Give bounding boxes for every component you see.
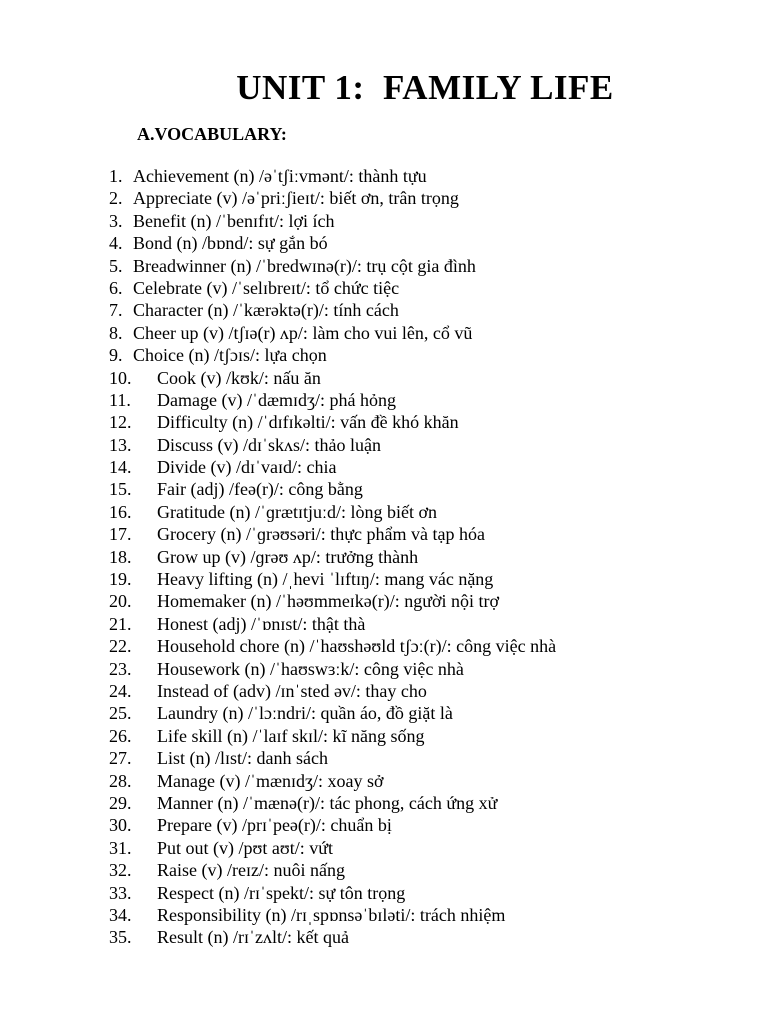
list-item-number: 19.	[109, 569, 132, 590]
list-item-number: 12.	[109, 412, 132, 433]
list-item-number: 26.	[109, 725, 132, 746]
list-item-text: Cook (v) /kʊk/: nấu ăn	[157, 367, 321, 388]
list-item-text: Housework (n) /ˈhaʊswɜːk/: công việc nhà	[157, 658, 464, 679]
list-item	[0, 904, 768, 926]
list-item-number: 7.	[109, 300, 123, 321]
list-item-text: Gratitude (n) /ˈɡrætɪtjuːd/: lòng biết ơn	[157, 501, 437, 522]
list-item-text: Divide (v) /dɪˈvaɪd/: chia	[157, 457, 337, 478]
list-item	[0, 882, 768, 904]
list-item	[0, 344, 768, 366]
list-item	[0, 478, 768, 500]
list-item-number: 20.	[109, 591, 132, 612]
list-item-number: 31.	[109, 837, 132, 858]
list-item-number: 24.	[109, 680, 132, 701]
list-item-text: Damage (v) /ˈdæmɪdʒ/: phá hỏng	[157, 389, 396, 410]
list-item	[0, 411, 768, 433]
list-item-text: Manage (v) /ˈmænɪdʒ/: xoay sở	[157, 770, 384, 791]
list-item-text: Cheer up (v) /tʃɪə(r) ʌp/: làm cho vui lên, cổ vũ	[133, 322, 473, 343]
list-item-text: Instead of (adv) /ɪnˈsted əv/: thay cho	[157, 680, 427, 701]
list-item	[0, 859, 768, 881]
list-item-number: 28.	[109, 770, 132, 791]
list-item	[0, 770, 768, 792]
list-item-number: 27.	[109, 748, 132, 769]
list-item-text: Household chore (n) /ˈhaʊshəʊld tʃɔː(r)/: công việc nhà	[157, 636, 557, 657]
list-item-number: 32.	[109, 860, 132, 881]
list-item	[0, 814, 768, 836]
list-item	[0, 165, 768, 187]
list-item	[0, 434, 768, 456]
list-item-text: Appreciate (v) /əˈpriːʃieɪt/: biết ơn, trân trọng	[133, 188, 459, 209]
list-item-text: Choice (n) /tʃɔɪs/: lựa chọn	[133, 345, 327, 366]
list-item-text: Homemaker (n) /ˈhəʊmmeɪkə(r)/: người nội trợ	[157, 591, 500, 612]
list-item-number: 3.	[109, 210, 123, 231]
list-item-number: 29.	[109, 792, 132, 813]
list-item-number: 21.	[109, 613, 132, 634]
list-item-text: Breadwinner (n) /ˈbredwɪnə(r)/: trụ cột gia đình	[133, 255, 476, 276]
page-title: UNIT 1: FAMILY LIFE	[236, 68, 614, 107]
list-item-text: Grocery (n) /ˈɡrəʊsəri/: thực phẩm và tạp hóa	[157, 524, 486, 545]
list-item-text: Life skill (n) /ˈlaɪf skɪl/: kĩ năng sống	[157, 725, 425, 746]
list-item	[0, 792, 768, 814]
vocabulary-list	[0, 165, 768, 949]
list-item-text: Bond (n) /bɒnd/: sự gắn bó	[133, 233, 328, 254]
list-item	[0, 277, 768, 299]
list-item-number: 22.	[109, 636, 132, 657]
list-item	[0, 635, 768, 657]
list-item	[0, 322, 768, 344]
list-item	[0, 232, 768, 254]
list-item-text: Fair (adj) /feə(r)/: công bằng	[157, 479, 363, 500]
list-item-number: 2.	[109, 188, 123, 209]
list-item-number: 5.	[109, 255, 123, 276]
list-item-number: 14.	[109, 457, 132, 478]
list-item-number: 23.	[109, 658, 132, 679]
list-item-text: Laundry (n) /ˈlɔːndri/: quần áo, đồ giặt là	[157, 703, 453, 724]
list-item-number: 16.	[109, 501, 132, 522]
list-item-text: Difficulty (n) /ˈdɪfɪkəlti/: vấn đề khó khăn	[157, 412, 459, 433]
list-item	[0, 613, 768, 635]
list-item-number: 9.	[109, 345, 123, 366]
list-item-text: Honest (adj) /ˈɒnɪst/: thật thà	[157, 613, 366, 634]
list-item-text: Heavy lifting (n) /ˌhevi ˈlɪftɪŋ/: mang vác nặng	[157, 569, 494, 590]
list-item-number: 33.	[109, 882, 132, 903]
list-item	[0, 456, 768, 478]
list-item	[0, 501, 768, 523]
list-item-number: 10.	[109, 367, 132, 388]
list-item	[0, 187, 768, 209]
list-item-text: Manner (n) /ˈmænə(r)/: tác phong, cách ứng xử	[157, 792, 498, 813]
list-item-text: Respect (n) /rɪˈspekt/: sự tôn trọng	[157, 882, 406, 903]
list-item-number: 15.	[109, 479, 132, 500]
list-item-number: 35.	[109, 927, 132, 948]
list-item-number: 25.	[109, 703, 132, 724]
list-item-number: 13.	[109, 434, 132, 455]
list-item	[0, 680, 768, 702]
list-item	[0, 546, 768, 568]
list-item	[0, 747, 768, 769]
list-item-number: 18.	[109, 546, 132, 567]
list-item-number: 34.	[109, 904, 132, 925]
list-item	[0, 725, 768, 747]
list-item-text: List (n) /lɪst/: danh sách	[157, 748, 328, 769]
list-item-text: Put out (v) /pʊt aʊt/: vứt	[157, 837, 334, 858]
list-item-text: Celebrate (v) /ˈselɪbreɪt/: tổ chức tiệc	[133, 277, 400, 298]
section-heading: A.VOCABULARY:	[137, 124, 287, 144]
list-item-number: 6.	[109, 277, 123, 298]
list-item	[0, 568, 768, 590]
list-item-number: 17.	[109, 524, 132, 545]
list-item-text: Character (n) /ˈkærəktə(r)/: tính cách	[133, 300, 399, 321]
list-item-text: Discuss (v) /dɪˈskʌs/: thảo luận	[157, 434, 381, 455]
list-item	[0, 702, 768, 724]
list-item-text: Result (n) /rɪˈzʌlt/: kết quả	[157, 927, 349, 948]
list-item	[0, 523, 768, 545]
list-item	[0, 658, 768, 680]
list-item-number: 1.	[109, 166, 123, 186]
list-item	[0, 210, 768, 232]
list-item	[0, 837, 768, 859]
list-item-number: 8.	[109, 322, 123, 343]
list-item	[0, 590, 768, 612]
list-item-text: Grow up (v) /ɡrəʊ ʌp/: trưởng thành	[157, 546, 419, 567]
list-item-number: 4.	[109, 233, 123, 254]
list-item	[0, 926, 768, 948]
list-item	[0, 389, 768, 411]
list-item-text: Achievement (n) /əˈtʃiːvmənt/: thành tựu	[133, 166, 427, 186]
list-item-text: Responsibility (n) /rɪˌspɒnsəˈbɪləti/: trách nhiệm	[157, 904, 506, 925]
list-item-number: 11.	[109, 389, 131, 410]
list-item	[0, 299, 768, 321]
list-item-text: Benefit (n) /ˈbenɪfɪt/: lợi ích	[133, 210, 335, 231]
list-item-text: Prepare (v) /prɪˈpeə(r)/: chuẩn bị	[157, 815, 392, 836]
list-item	[0, 367, 768, 389]
list-item-text: Raise (v) /reɪz/: nuôi nấng	[157, 860, 345, 881]
list-item-number: 30.	[109, 815, 132, 836]
list-item	[0, 255, 768, 277]
